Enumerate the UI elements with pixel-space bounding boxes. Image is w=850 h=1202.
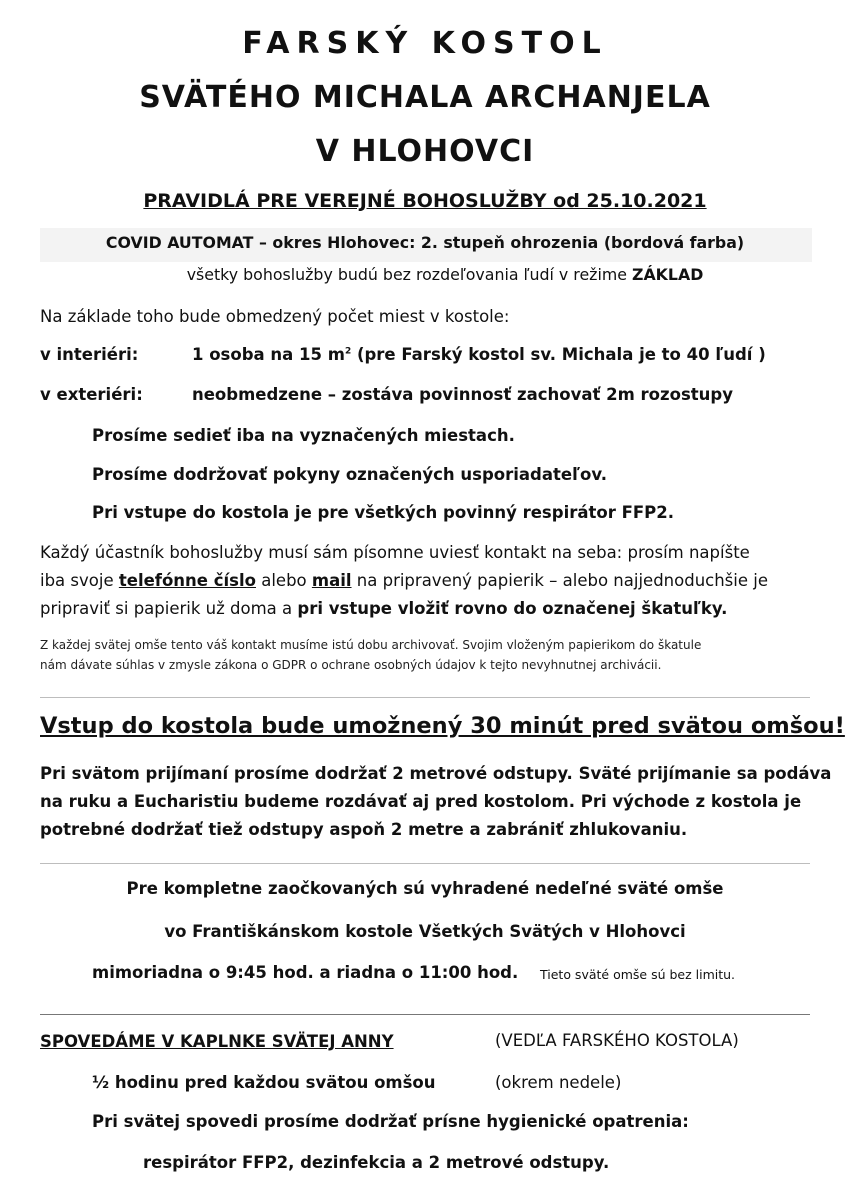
entry-line-1: Pri svätom prijímaní prosíme dodržať 2 metrové odstupy. Sväté prijímanie sa podáva [40, 764, 832, 783]
covid-line-1: COVID AUTOMAT – okres Hlohovec: 2. stupeň ohrozenia (bordová farba) [105, 233, 745, 252]
request-seats: Prosíme sedieť iba na vyznačených miestach. [92, 426, 515, 445]
entry-line-2: na ruku a Eucharistiu budeme rozdávať aj pred kostolom. Pri východe z kostola je [40, 792, 802, 811]
vaccinated-line-2: vo Františkánskom kostole Všetkých Svätých v Hlohovci [164, 922, 686, 941]
contact-line-3a: pripraviť si papierik už doma a [40, 599, 298, 618]
covid-line-2-text: všetky bohoslužby budú bez rozdeľovania ľudí v režime [186, 265, 632, 284]
divider-2 [40, 863, 810, 864]
contact-line-2c: na pripravený papierik – alebo najjednoduchšie je [351, 571, 768, 590]
contact-line-2a: iba svoje [40, 571, 119, 590]
request-respirator: Pri vstupe do kostola je pre všetkých povinný respirátor FFP2. [92, 503, 674, 522]
exterior-label: v exteriéri: [40, 385, 143, 404]
contact-box-instruction: pri vstupe vložiť rovno do označenej škatuľky. [297, 599, 728, 618]
vaccinated-line-1: Pre kompletne zaočkovaných sú vyhradené nedeľné sväté omše [126, 879, 724, 898]
confession-hygiene-2: respirátor FFP2, dezinfekcia a 2 metrové odstupy. [143, 1153, 610, 1172]
confession-title: SPOVEDÁME V KAPLNKE SVÄTEJ ANNY [40, 1032, 394, 1051]
confession-time: ½ hodinu pred každou svätou omšou [92, 1073, 436, 1092]
rules-title: PRAVIDLÁ PRE VEREJNÉ BOHOSLUŽBY od 25.10.2021 [143, 190, 707, 212]
covid-line-2 [20, 265, 850, 284]
entry-line-3: potrebné dodržať tiež odstupy aspoň 2 metre a zabrániť zhlukovaniu. [40, 820, 688, 839]
title-line-1: FARSKÝ KOSTOL [242, 26, 608, 61]
interior-value-note: (pre Farský kostol sv. Michala je to 40 ľudí ) [351, 345, 766, 364]
contact-line-2b: alebo [255, 571, 312, 590]
divider-1 [40, 697, 810, 698]
gdpr-line-1: Z každej svätej omše tento váš kontakt musíme istú dobu archivovať. Svojim vloženým papierikom do škatule [40, 638, 702, 652]
contact-line-1: Každý účastník bohoslužby musí sám písomne uviesť kontakt na seba: prosím napíšte [40, 543, 750, 562]
confession-location: (VEDĽA FARSKÉHO KOSTOLA) [495, 1031, 739, 1050]
title-line-3: V HLOHOVCI [315, 134, 535, 169]
contact-line-2 [40, 571, 768, 590]
vaccinated-line-3: mimoriadna o 9:45 hod. a riadna o 11:00 hod. [92, 963, 519, 982]
contact-mail-emphasis: mail [311, 571, 352, 590]
interior-value [192, 345, 766, 364]
entry-headline: Vstup do kostola bude umožnený 30 minút pred svätou omšou! [40, 713, 845, 739]
capacity-intro: Na základe toho bude obmedzený počet miest v kostole: [40, 307, 510, 326]
contact-line-3 [40, 599, 727, 618]
interior-value-text: 1 osoba na 15 m [192, 345, 345, 364]
covid-mode: ZÁKLAD [631, 265, 704, 284]
confession-hygiene-1: Pri svätej spovedi prosíme dodržať prísne hygienické opatrenia: [92, 1112, 689, 1131]
title-line-2: SVÄTÉHO MICHALA ARCHANJELA [139, 80, 711, 115]
gdpr-line-2: nám dávate súhlas v zmysle zákona o GDPR o ochrane osobných údajov k tejto nevyhnutnej archivácii. [40, 658, 662, 672]
contact-phone-emphasis: telefónne číslo [118, 571, 256, 590]
exterior-value: neobmedzene – zostáva povinnosť zachovať 2m rozostupy [192, 385, 733, 404]
interior-label: v interiéri: [40, 345, 139, 364]
request-organizers: Prosíme dodržovať pokyny označených usporiadateľov. [92, 465, 608, 484]
confession-time-note: (okrem nedele) [495, 1073, 622, 1092]
divider-3 [40, 1014, 810, 1015]
vaccinated-note: Tieto sväté omše sú bez limitu. [540, 967, 736, 982]
square-superscript: 2 [344, 346, 352, 357]
